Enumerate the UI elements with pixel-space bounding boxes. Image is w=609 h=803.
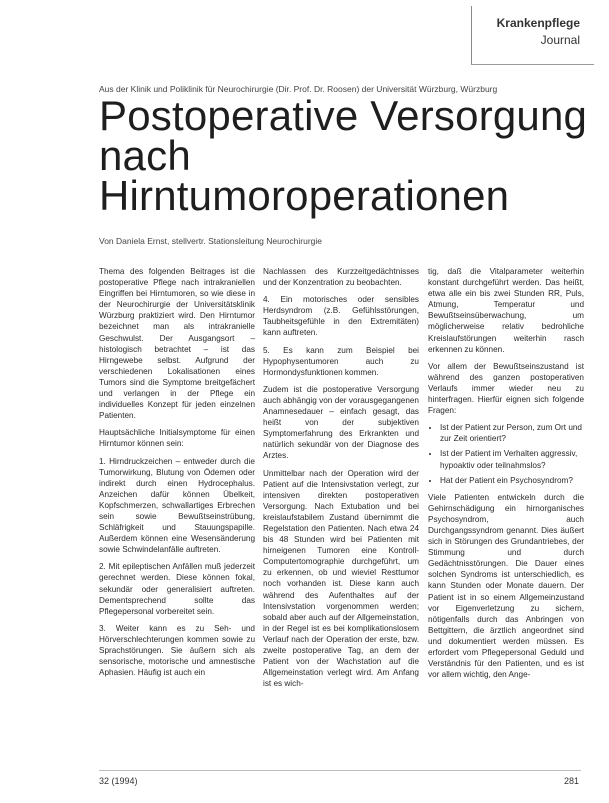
paragraph: 4. Ein motorisches oder sensibles Herdsyndrom (z.B. Gefühlsstörungen, Taubheitsgefühle in den Extremitäten) kann auftreten. xyxy=(263,295,419,338)
header-rule xyxy=(471,64,594,65)
paragraph: 5. Es kann zum Beispiel bei Hypophysentumoren auch zu Hormondysfunktionen kommen. xyxy=(263,345,419,377)
title-line-2: nach xyxy=(99,132,191,179)
footer-rule xyxy=(99,770,581,771)
journal-subtitle: Journal xyxy=(540,33,580,47)
journal-name: Krankenpflege xyxy=(496,16,580,30)
text-column-3 xyxy=(428,266,584,686)
paragraph: Hauptsächliche Initialsymptome für einen Hirntumor können sein: xyxy=(99,428,255,449)
affiliation-line: Aus der Klinik und Poliklinik für Neurochirurgie (Dir. Prof. Dr. Roosen) der Universität Würzburg, Würzburg xyxy=(99,84,498,94)
author-byline: Von Daniela Ernst, stellvertr. Stationsleitung Neurochirurgie xyxy=(99,236,323,246)
paragraph: Thema des folgenden Beitrages ist die postoperative Pflege nach intrakraniellen Eingriffen bei Hirntumoren, so wie diese in der Neurochirurgie der Universitätsklinik Würzburg praktiziert wird. Den Hirntumor bezeichnet man als intrakranielle Geschwulst. Der Ausgangsort – histologisch betrachtet – ist das Hirngewebe selbst. Aufgrund der verschiedenen Lokalisationen eines Tumors sind die Symptome breitgefächert und verlangen in der Pflege ein individuelles Konzept für jeden einzelnen Patienten. xyxy=(99,267,255,421)
paragraph: Viele Patienten entwickeln durch die Gehirnschädigung ein hirnorganisches Psychosyndrom, auch Durchgangssyndrom genannt. Dies äußert sich in Störungen des Grundantriebes, der Stimmung und durch Gedächtnisstörungen. Die Dauer eines solchen Syndroms ist unterschiedlich, es kann Stunden oder Monate dauern. Der Patient ist in so einem Allgemeinzustand vor Eigenverletzung zu sichern, nötigenfalls durch das Anbringen von Bettgittern, die ärztlich angeordnet sind und dokumentiert werden müssen. Es erfordert vom Pflegepersonal Geduld und Verständnis für den Patienten, und es ist vor allem wichtig, den Ange- xyxy=(428,492,584,680)
paragraph: Vor allem der Bewußtseinszustand ist während des ganzen postoperativen Verlaufs immer wieder neu zu hinterfragen. Hierfür eignen sich folgende Fragen: xyxy=(428,361,584,416)
list-item: • Ist der Patient im Verhalten aggressiv, hypoaktiv oder teilnahmslos? xyxy=(440,448,584,470)
article-title xyxy=(99,92,588,219)
paragraph: Nachlassen des Kurzzeitgedächtnisses und der Konzentration zu beobachten. xyxy=(263,267,419,288)
text-column-2 xyxy=(263,266,419,695)
page-number: 281 xyxy=(563,776,579,786)
title-line-3: Hirntumoroperationen xyxy=(99,172,510,219)
title-line-1: Postoperative Versorgung xyxy=(99,92,588,139)
question-list xyxy=(428,422,584,485)
paragraph: 1. Hirndruckzeichen – entweder durch die Tumorwirkung, Blutung von Ödemen oder indirekt durch einen Hydrocephalus. Anzeichen dafür können Übelkeit, Kopfschmerzen, schwallartiges Erbrechen sein sowie Bewußtseinstrübung, Schläfrigkeit und Stauungspapille. Außerdem können eine Wesensänderung sowie Schwindelanfälle auftreten. xyxy=(99,456,255,555)
paragraph: tig, daß die Vitalparameter weiterhin konstant durchgeführt werden. Das heißt, etwa alle ein bis zwei Stunden RR, Puls, Atmung, Temperatur und Bewußtseinsüberwachung, um möglicherweise relativ bedrohliche Kreislaufstörungen weiterhin rasch erkennen zu können. xyxy=(428,267,584,354)
issue-number: 32 (1994) xyxy=(99,776,138,786)
journal-header xyxy=(471,6,595,64)
paragraph: Zudem ist die postoperative Versorgung auch abhängig von der vorausgegangenen Anamnesedauer – einfach gesagt, das heißt von der subjektiven Symptomerfahrung des Erkrankten und natürlich sekundär von der Diagnose des Arztes. xyxy=(263,384,419,461)
text-column-1 xyxy=(99,266,255,684)
paragraph: 3. Weiter kann es zu Seh- und Hörverschlechterungen kommen sowie zu Sprachstörungen. Sie äußern sich als sensorische, motorische und amnestische Aphasien. Häufig ist auch ein xyxy=(99,623,255,678)
list-item: • Ist der Patient zur Person, zum Ort und zur Zeit orientiert? xyxy=(440,422,584,444)
list-item: • Hat der Patient ein Psychosyndrom? xyxy=(440,475,584,486)
paragraph: 2. Mit epileptischen Anfällen muß jederzeit gerechnet werden. Diese können fokal, sekundär oder generalisiert auftreten. Dementsprechend sollte das Pflegepersonal vorbereitet sein. xyxy=(99,562,255,616)
paragraph: Unmittelbar nach der Operation wird der Patient auf die Intensivstation verlegt, zur intensiven direkten postoperativen Versorgung. Nach Extubation und bei kreislaufstabilem Zustand übernimmt die Regelstation den Patienten. Nach etwa 24 bis 48 Stunden wird bei Patienten mit hirneigenen Tumoren eine Kontroll-Computertomographie durchgeführt, um zu erkennen, ob und wieviel Resttumor noch vorhanden ist. Diese kann auch während des Aufenthaltes auf der Intensivstation vorgenommen werden; sobald aber auch auf der Allgemeinstation, in der Regel ist es bei komplikationslosem Verlauf nach der Operation der erste, bzw. zweite postoperative Tag, an dem der Patient von der Wachstation auf die Allgemeinstation verlegt wird. Am Anfang ist es wich- xyxy=(263,468,419,689)
